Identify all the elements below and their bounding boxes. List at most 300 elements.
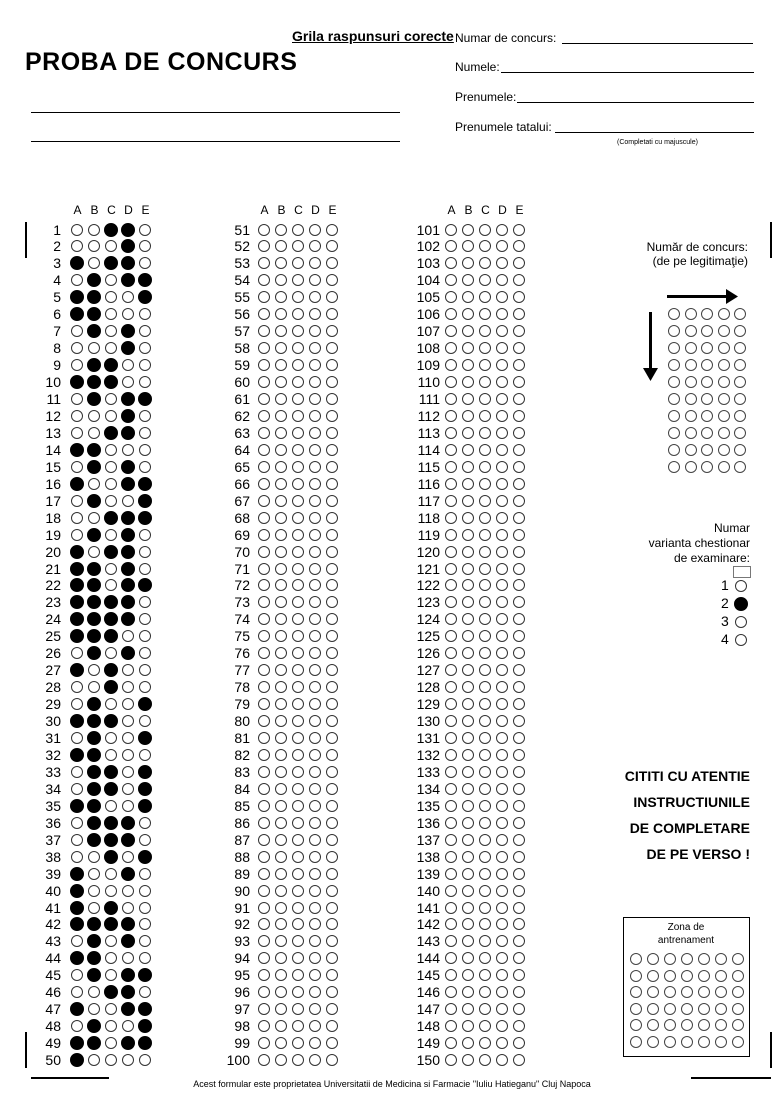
answer-bubble-a[interactable]	[258, 698, 270, 710]
answer-bubble-e[interactable]	[326, 1037, 338, 1049]
answer-bubble-b[interactable]	[275, 257, 287, 269]
answer-bubble-b[interactable]	[462, 952, 474, 964]
answer-bubble-c[interactable]	[479, 461, 491, 473]
answer-bubble-d[interactable]	[496, 495, 508, 507]
answer-bubble-a[interactable]	[445, 935, 457, 947]
answer-bubble-e[interactable]	[139, 647, 151, 659]
answer-bubble-c[interactable]	[479, 478, 491, 490]
answer-bubble-c[interactable]	[105, 732, 117, 744]
training-bubble[interactable]	[630, 953, 642, 965]
answer-bubble-a[interactable]	[70, 578, 84, 592]
answer-bubble-d[interactable]	[122, 444, 134, 456]
answer-bubble-a[interactable]	[70, 545, 84, 559]
answer-bubble-c[interactable]	[292, 579, 304, 591]
answer-bubble-b[interactable]	[87, 816, 101, 830]
answer-bubble-c[interactable]	[105, 579, 117, 591]
answer-bubble-c[interactable]	[292, 834, 304, 846]
answer-bubble-c[interactable]	[292, 1037, 304, 1049]
answer-bubble-b[interactable]	[275, 224, 287, 236]
answer-bubble-a[interactable]	[70, 901, 84, 915]
answer-bubble-c[interactable]	[104, 663, 118, 677]
answer-bubble-d[interactable]	[121, 595, 135, 609]
answer-bubble-d[interactable]	[309, 851, 321, 863]
answer-bubble-d[interactable]	[496, 783, 508, 795]
answer-bubble-c[interactable]	[292, 512, 304, 524]
answer-bubble-e[interactable]	[326, 766, 338, 778]
answer-bubble-c[interactable]	[104, 629, 118, 643]
answer-bubble-e[interactable]	[513, 342, 525, 354]
answer-bubble-e[interactable]	[326, 885, 338, 897]
answer-bubble-b[interactable]	[275, 240, 287, 252]
variant-bubble[interactable]	[734, 597, 748, 611]
concurs-digit-bubble[interactable]	[718, 376, 730, 388]
answer-bubble-c[interactable]	[104, 358, 118, 372]
answer-bubble-b[interactable]	[462, 766, 474, 778]
answer-bubble-d[interactable]	[496, 613, 508, 625]
answer-bubble-e[interactable]	[513, 546, 525, 558]
answer-bubble-a[interactable]	[258, 681, 270, 693]
answer-bubble-b[interactable]	[462, 630, 474, 642]
variant-bubble[interactable]	[735, 580, 747, 592]
answer-bubble-c[interactable]	[479, 427, 491, 439]
answer-bubble-b[interactable]	[87, 782, 101, 796]
answer-bubble-d[interactable]	[496, 410, 508, 422]
answer-bubble-e[interactable]	[326, 647, 338, 659]
answer-bubble-c[interactable]	[105, 1054, 117, 1066]
answer-bubble-d[interactable]	[496, 885, 508, 897]
answer-bubble-c[interactable]	[105, 495, 117, 507]
answer-bubble-a[interactable]	[258, 918, 270, 930]
answer-bubble-e[interactable]	[513, 800, 525, 812]
answer-bubble-b[interactable]	[462, 461, 474, 473]
answer-bubble-d[interactable]	[496, 681, 508, 693]
answer-bubble-a[interactable]	[258, 783, 270, 795]
concurs-digit-bubble[interactable]	[734, 308, 746, 320]
answer-bubble-d[interactable]	[309, 1003, 321, 1015]
answer-bubble-c[interactable]	[479, 783, 491, 795]
answer-bubble-d[interactable]	[496, 986, 508, 998]
answer-bubble-e[interactable]	[513, 952, 525, 964]
training-bubble[interactable]	[732, 970, 744, 982]
answer-bubble-a[interactable]	[258, 613, 270, 625]
answer-bubble-c[interactable]	[292, 749, 304, 761]
answer-bubble-c[interactable]	[479, 596, 491, 608]
answer-bubble-c[interactable]	[292, 647, 304, 659]
answer-bubble-d[interactable]	[496, 308, 508, 320]
answer-bubble-e[interactable]	[326, 868, 338, 880]
answer-bubble-c[interactable]	[479, 732, 491, 744]
answer-bubble-b[interactable]	[87, 833, 101, 847]
answer-bubble-b[interactable]	[462, 868, 474, 880]
answer-bubble-c[interactable]	[105, 952, 117, 964]
answer-bubble-e[interactable]	[513, 732, 525, 744]
answer-bubble-d[interactable]	[121, 816, 135, 830]
answer-bubble-d[interactable]	[496, 715, 508, 727]
answer-bubble-d[interactable]	[121, 968, 135, 982]
answer-bubble-a[interactable]	[258, 546, 270, 558]
answer-bubble-d[interactable]	[496, 952, 508, 964]
answer-bubble-d[interactable]	[496, 596, 508, 608]
answer-bubble-d[interactable]	[122, 681, 134, 693]
answer-bubble-e[interactable]	[139, 444, 151, 456]
training-bubble[interactable]	[647, 1003, 659, 1015]
answer-bubble-b[interactable]	[462, 546, 474, 558]
answer-bubble-b[interactable]	[88, 546, 100, 558]
answer-bubble-d[interactable]	[121, 1036, 135, 1050]
answer-bubble-a[interactable]	[258, 427, 270, 439]
concurs-digit-bubble[interactable]	[718, 325, 730, 337]
answer-bubble-e[interactable]	[326, 613, 338, 625]
answer-bubble-e[interactable]	[513, 478, 525, 490]
answer-bubble-b[interactable]	[462, 647, 474, 659]
answer-bubble-b[interactable]	[462, 681, 474, 693]
answer-bubble-e[interactable]	[139, 868, 151, 880]
answer-bubble-d[interactable]	[121, 239, 135, 253]
answer-bubble-d[interactable]	[122, 783, 134, 795]
answer-bubble-e[interactable]	[139, 1054, 151, 1066]
answer-bubble-a[interactable]	[258, 664, 270, 676]
answer-bubble-b[interactable]	[275, 783, 287, 795]
answer-bubble-a[interactable]	[258, 596, 270, 608]
answer-bubble-a[interactable]	[258, 732, 270, 744]
answer-bubble-b[interactable]	[462, 732, 474, 744]
field-numele[interactable]	[455, 60, 500, 74]
answer-bubble-a[interactable]	[258, 986, 270, 998]
answer-bubble-d[interactable]	[122, 495, 134, 507]
answer-bubble-a[interactable]	[70, 663, 84, 677]
answer-bubble-c[interactable]	[479, 529, 491, 541]
answer-bubble-a[interactable]	[445, 495, 457, 507]
answer-bubble-b[interactable]	[88, 257, 100, 269]
answer-bubble-d[interactable]	[496, 1054, 508, 1066]
answer-bubble-d[interactable]	[496, 529, 508, 541]
answer-bubble-a[interactable]	[258, 461, 270, 473]
answer-bubble-e[interactable]	[513, 681, 525, 693]
answer-bubble-a[interactable]	[445, 885, 457, 897]
answer-bubble-e[interactable]	[138, 850, 152, 864]
answer-bubble-a[interactable]	[445, 393, 457, 405]
answer-bubble-d[interactable]	[496, 376, 508, 388]
answer-bubble-b[interactable]	[88, 512, 100, 524]
concurs-digit-bubble[interactable]	[668, 376, 680, 388]
answer-bubble-d[interactable]	[309, 240, 321, 252]
answer-bubble-d[interactable]	[309, 783, 321, 795]
answer-bubble-d[interactable]	[121, 273, 135, 287]
answer-bubble-c[interactable]	[104, 680, 118, 694]
answer-bubble-c[interactable]	[479, 935, 491, 947]
answer-bubble-d[interactable]	[122, 1054, 134, 1066]
answer-bubble-e[interactable]	[326, 834, 338, 846]
answer-bubble-a[interactable]	[445, 868, 457, 880]
answer-bubble-c[interactable]	[105, 935, 117, 947]
answer-bubble-c[interactable]	[105, 461, 117, 473]
answer-bubble-b[interactable]	[462, 902, 474, 914]
training-bubble[interactable]	[681, 970, 693, 982]
training-bubble[interactable]	[630, 986, 642, 998]
answer-bubble-b[interactable]	[462, 800, 474, 812]
answer-bubble-d[interactable]	[496, 732, 508, 744]
answer-bubble-e[interactable]	[326, 240, 338, 252]
answer-bubble-b[interactable]	[87, 595, 101, 609]
answer-bubble-c[interactable]	[479, 1054, 491, 1066]
answer-bubble-c[interactable]	[104, 223, 118, 237]
training-bubble[interactable]	[664, 953, 676, 965]
answer-bubble-a[interactable]	[445, 257, 457, 269]
answer-bubble-c[interactable]	[292, 410, 304, 422]
answer-bubble-a[interactable]	[258, 1037, 270, 1049]
concurs-digit-bubble[interactable]	[701, 376, 713, 388]
answer-bubble-e[interactable]	[513, 613, 525, 625]
answer-bubble-b[interactable]	[87, 358, 101, 372]
concurs-digit-bubble[interactable]	[734, 427, 746, 439]
concurs-digit-bubble[interactable]	[718, 410, 730, 422]
answer-bubble-d[interactable]	[121, 426, 135, 440]
concurs-digit-bubble[interactable]	[685, 325, 697, 337]
answer-bubble-a[interactable]	[258, 715, 270, 727]
answer-bubble-e[interactable]	[326, 969, 338, 981]
answer-bubble-b[interactable]	[462, 596, 474, 608]
answer-bubble-a[interactable]	[70, 562, 84, 576]
answer-bubble-e[interactable]	[138, 511, 152, 525]
answer-bubble-e[interactable]	[513, 851, 525, 863]
answer-bubble-e[interactable]	[138, 1002, 152, 1016]
answer-bubble-e[interactable]	[513, 461, 525, 473]
answer-bubble-c[interactable]	[292, 257, 304, 269]
answer-bubble-e[interactable]	[139, 681, 151, 693]
answer-bubble-d[interactable]	[122, 630, 134, 642]
answer-bubble-b[interactable]	[275, 698, 287, 710]
answer-bubble-b[interactable]	[87, 765, 101, 779]
answer-bubble-a[interactable]	[258, 359, 270, 371]
concurs-digit-bubble[interactable]	[701, 410, 713, 422]
answer-bubble-a[interactable]	[445, 461, 457, 473]
answer-bubble-d[interactable]	[122, 749, 134, 761]
answer-bubble-b[interactable]	[87, 629, 101, 643]
answer-bubble-c[interactable]	[292, 1003, 304, 1015]
answer-bubble-b[interactable]	[462, 715, 474, 727]
answer-bubble-e[interactable]	[326, 444, 338, 456]
answer-bubble-c[interactable]	[479, 800, 491, 812]
answer-bubble-b[interactable]	[275, 732, 287, 744]
answer-bubble-a[interactable]	[258, 885, 270, 897]
answer-bubble-c[interactable]	[479, 342, 491, 354]
answer-bubble-b[interactable]	[462, 613, 474, 625]
answer-bubble-c[interactable]	[479, 308, 491, 320]
answer-bubble-a[interactable]	[71, 495, 83, 507]
answer-bubble-b[interactable]	[87, 443, 101, 457]
answer-bubble-b[interactable]	[275, 613, 287, 625]
answer-bubble-b[interactable]	[87, 612, 101, 626]
answer-bubble-e[interactable]	[139, 952, 151, 964]
answer-bubble-d[interactable]	[309, 359, 321, 371]
answer-bubble-c[interactable]	[479, 393, 491, 405]
answer-bubble-b[interactable]	[275, 885, 287, 897]
answer-bubble-a[interactable]	[445, 596, 457, 608]
answer-bubble-c[interactable]	[292, 732, 304, 744]
answer-bubble-b[interactable]	[275, 918, 287, 930]
answer-bubble-a[interactable]	[258, 308, 270, 320]
answer-bubble-d[interactable]	[496, 817, 508, 829]
answer-bubble-e[interactable]	[513, 376, 525, 388]
answer-bubble-e[interactable]	[326, 715, 338, 727]
answer-bubble-a[interactable]	[70, 748, 84, 762]
answer-bubble-c[interactable]	[479, 952, 491, 964]
answer-bubble-d[interactable]	[309, 257, 321, 269]
concurs-digit-bubble[interactable]	[701, 461, 713, 473]
answer-bubble-c[interactable]	[105, 308, 117, 320]
answer-bubble-b[interactable]	[275, 935, 287, 947]
answer-bubble-d[interactable]	[496, 444, 508, 456]
answer-bubble-a[interactable]	[71, 410, 83, 422]
concurs-digit-bubble[interactable]	[718, 359, 730, 371]
answer-bubble-d[interactable]	[496, 512, 508, 524]
answer-bubble-b[interactable]	[88, 902, 100, 914]
answer-bubble-c[interactable]	[104, 426, 118, 440]
answer-bubble-a[interactable]	[70, 256, 84, 270]
answer-bubble-b[interactable]	[462, 427, 474, 439]
answer-bubble-b[interactable]	[462, 478, 474, 490]
answer-bubble-e[interactable]	[513, 1003, 525, 1015]
answer-bubble-b[interactable]	[275, 563, 287, 575]
answer-bubble-a[interactable]	[258, 563, 270, 575]
concurs-digit-bubble[interactable]	[685, 461, 697, 473]
answer-bubble-e[interactable]	[513, 1054, 525, 1066]
answer-bubble-a[interactable]	[258, 1054, 270, 1066]
training-bubble[interactable]	[732, 953, 744, 965]
answer-bubble-c[interactable]	[292, 817, 304, 829]
training-bubble[interactable]	[732, 1019, 744, 1031]
answer-bubble-e[interactable]	[513, 783, 525, 795]
answer-bubble-c[interactable]	[479, 579, 491, 591]
answer-bubble-d[interactable]	[309, 715, 321, 727]
answer-bubble-a[interactable]	[258, 868, 270, 880]
answer-bubble-e[interactable]	[513, 1037, 525, 1049]
answer-bubble-b[interactable]	[275, 579, 287, 591]
answer-bubble-a[interactable]	[71, 783, 83, 795]
answer-bubble-e[interactable]	[139, 630, 151, 642]
answer-bubble-a[interactable]	[71, 732, 83, 744]
answer-bubble-a[interactable]	[445, 851, 457, 863]
training-bubble[interactable]	[715, 953, 727, 965]
answer-bubble-b[interactable]	[462, 563, 474, 575]
answer-bubble-a[interactable]	[258, 342, 270, 354]
answer-bubble-e[interactable]	[326, 935, 338, 947]
answer-bubble-e[interactable]	[326, 308, 338, 320]
answer-bubble-d[interactable]	[309, 495, 321, 507]
answer-bubble-c[interactable]	[105, 325, 117, 337]
answer-bubble-c[interactable]	[479, 817, 491, 829]
answer-bubble-b[interactable]	[462, 969, 474, 981]
answer-bubble-e[interactable]	[139, 359, 151, 371]
answer-bubble-d[interactable]	[309, 732, 321, 744]
answer-bubble-a[interactable]	[70, 290, 84, 304]
concurs-digit-bubble[interactable]	[685, 359, 697, 371]
answer-bubble-b[interactable]	[88, 868, 100, 880]
answer-bubble-e[interactable]	[326, 1020, 338, 1032]
answer-bubble-d[interactable]	[121, 511, 135, 525]
answer-bubble-a[interactable]	[71, 698, 83, 710]
answer-bubble-c[interactable]	[292, 563, 304, 575]
answer-bubble-e[interactable]	[138, 697, 152, 711]
answer-bubble-a[interactable]	[70, 917, 84, 931]
answer-bubble-b[interactable]	[87, 646, 101, 660]
concurs-digit-bubble[interactable]	[668, 308, 680, 320]
concurs-digit-bubble[interactable]	[668, 461, 680, 473]
answer-bubble-d[interactable]	[121, 917, 135, 931]
answer-bubble-e[interactable]	[513, 257, 525, 269]
answer-bubble-d[interactable]	[309, 952, 321, 964]
answer-bubble-c[interactable]	[292, 1054, 304, 1066]
answer-bubble-a[interactable]	[445, 325, 457, 337]
answer-bubble-d[interactable]	[309, 613, 321, 625]
training-bubble[interactable]	[698, 986, 710, 998]
answer-bubble-b[interactable]	[275, 427, 287, 439]
answer-bubble-c[interactable]	[479, 257, 491, 269]
answer-bubble-e[interactable]	[326, 851, 338, 863]
answer-bubble-e[interactable]	[326, 257, 338, 269]
answer-bubble-d[interactable]	[121, 477, 135, 491]
training-bubble[interactable]	[664, 1003, 676, 1015]
answer-bubble-b[interactable]	[462, 376, 474, 388]
answer-bubble-b[interactable]	[275, 376, 287, 388]
concurs-digit-bubble[interactable]	[718, 308, 730, 320]
answer-bubble-c[interactable]	[105, 868, 117, 880]
training-bubble[interactable]	[698, 970, 710, 982]
answer-bubble-c[interactable]	[479, 376, 491, 388]
answer-bubble-d[interactable]	[122, 902, 134, 914]
answer-bubble-b[interactable]	[275, 630, 287, 642]
answer-bubble-e[interactable]	[139, 427, 151, 439]
answer-bubble-e[interactable]	[138, 731, 152, 745]
answer-bubble-e[interactable]	[513, 563, 525, 575]
answer-bubble-e[interactable]	[326, 681, 338, 693]
answer-bubble-d[interactable]	[309, 766, 321, 778]
answer-bubble-d[interactable]	[309, 461, 321, 473]
answer-bubble-a[interactable]	[258, 224, 270, 236]
answer-bubble-c[interactable]	[479, 902, 491, 914]
answer-bubble-d[interactable]	[122, 698, 134, 710]
answer-bubble-e[interactable]	[513, 512, 525, 524]
answer-bubble-e[interactable]	[326, 376, 338, 388]
training-bubble[interactable]	[647, 953, 659, 965]
answer-bubble-b[interactable]	[462, 512, 474, 524]
answer-bubble-a[interactable]	[258, 376, 270, 388]
answer-bubble-c[interactable]	[479, 563, 491, 575]
answer-bubble-d[interactable]	[309, 325, 321, 337]
answer-bubble-e[interactable]	[139, 342, 151, 354]
answer-bubble-e[interactable]	[326, 410, 338, 422]
answer-bubble-a[interactable]	[70, 884, 84, 898]
answer-bubble-e[interactable]	[513, 715, 525, 727]
answer-bubble-d[interactable]	[496, 579, 508, 591]
concurs-digit-bubble[interactable]	[685, 342, 697, 354]
answer-bubble-e[interactable]	[513, 495, 525, 507]
answer-bubble-c[interactable]	[292, 359, 304, 371]
answer-bubble-d[interactable]	[309, 478, 321, 490]
answer-bubble-e[interactable]	[139, 986, 151, 998]
answer-bubble-b[interactable]	[462, 1020, 474, 1032]
answer-bubble-b[interactable]	[275, 851, 287, 863]
answer-bubble-a[interactable]	[70, 443, 84, 457]
answer-bubble-d[interactable]	[496, 935, 508, 947]
answer-bubble-a[interactable]	[71, 986, 83, 998]
answer-bubble-c[interactable]	[292, 478, 304, 490]
answer-bubble-d[interactable]	[496, 969, 508, 981]
answer-bubble-b[interactable]	[87, 494, 101, 508]
answer-bubble-a[interactable]	[258, 274, 270, 286]
answer-bubble-c[interactable]	[292, 766, 304, 778]
answer-bubble-a[interactable]	[258, 647, 270, 659]
